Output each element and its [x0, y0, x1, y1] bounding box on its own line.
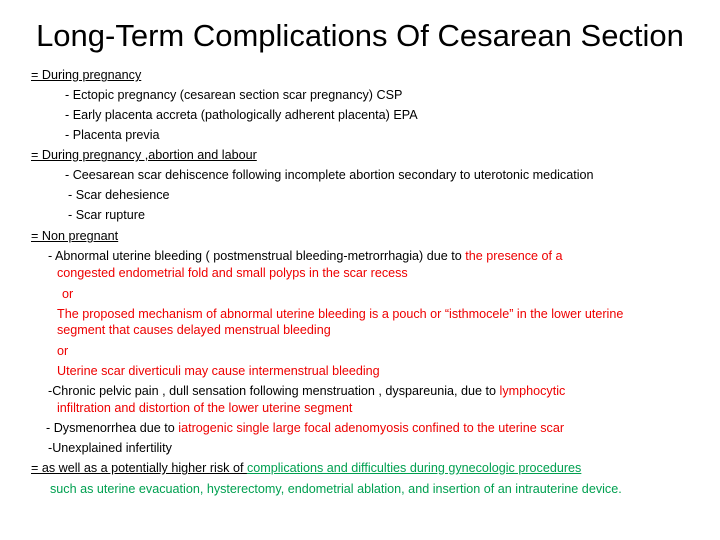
list-item: - Ectopic pregnancy (cesarean section scar pregnancy) CSP — [65, 88, 403, 102]
list-item: - Scar dehesience — [68, 188, 170, 202]
section-heading-non-pregnant: = Non pregnant — [31, 229, 119, 243]
list-item-dysmenorrhea — [46, 420, 564, 436]
bleeding-cause-text: the presence of a — [465, 249, 563, 263]
pelvic-pain-cause-text: lymphocytic — [499, 384, 566, 398]
mechanism-text: The proposed mechanism of abnormal uterine bleeding is a pouch or “isthmocele” in the lower uterine — [57, 307, 624, 321]
list-item-abnormal-bleeding — [48, 248, 563, 264]
pelvic-pain-cause-continued: infiltration and distortion of the lower uterine segment — [57, 401, 353, 415]
section-heading-during-pregnancy: = During pregnancy — [31, 68, 142, 82]
list-item: - Scar rupture — [68, 208, 145, 222]
bleeding-cause-continued: congested endometrial fold and small polyps in the scar recess — [57, 266, 408, 280]
list-item-infertility: -Unexplained infertility — [48, 441, 172, 455]
slide-title: Long-Term Complications Of Cesarean Section — [36, 18, 684, 53]
or-connector: or — [62, 287, 74, 301]
list-item: - Placenta previa — [65, 128, 160, 142]
higher-risk-line — [31, 460, 581, 476]
section-heading-abortion-labour: = During pregnancy ,abortion and labour — [31, 148, 257, 162]
list-item: - Ceesarean scar dehiscence following incomplete abortion secondary to uterotonic medication — [65, 168, 594, 182]
mechanism-text-continued: segment that causes delayed menstrual bleeding — [57, 323, 331, 337]
dysmenorrhea-text: - Dysmenorrhea due to — [46, 421, 179, 435]
pelvic-pain-text: -Chronic pelvic pain , dull sensation following menstruation , dyspareunia, due to — [48, 384, 500, 398]
list-item-pelvic-pain — [48, 383, 565, 399]
dysmenorrhea-cause-text: iatrogenic single large focal adenomyosis confined to the uterine scar — [178, 421, 565, 435]
or-connector: or — [57, 344, 69, 358]
bleeding-text: - Abnormal uterine bleeding ( postmenstrual bleeding-metrorrhagia) due to — [48, 249, 466, 263]
procedures-examples: such as uterine evacuation, hysterectomy, endometrial ablation, and insertion of an intrauterine device. — [50, 482, 622, 496]
list-item: - Early placenta accreta (pathologically adherent placenta) EPA — [65, 108, 418, 122]
higher-risk-text: = as well as a potentially higher risk of — [31, 461, 247, 475]
diverticuli-text: Uterine scar diverticuli may cause intermenstrual bleeding — [57, 364, 380, 378]
higher-risk-highlight: complications and difficulties during gynecologic procedures — [246, 461, 582, 475]
